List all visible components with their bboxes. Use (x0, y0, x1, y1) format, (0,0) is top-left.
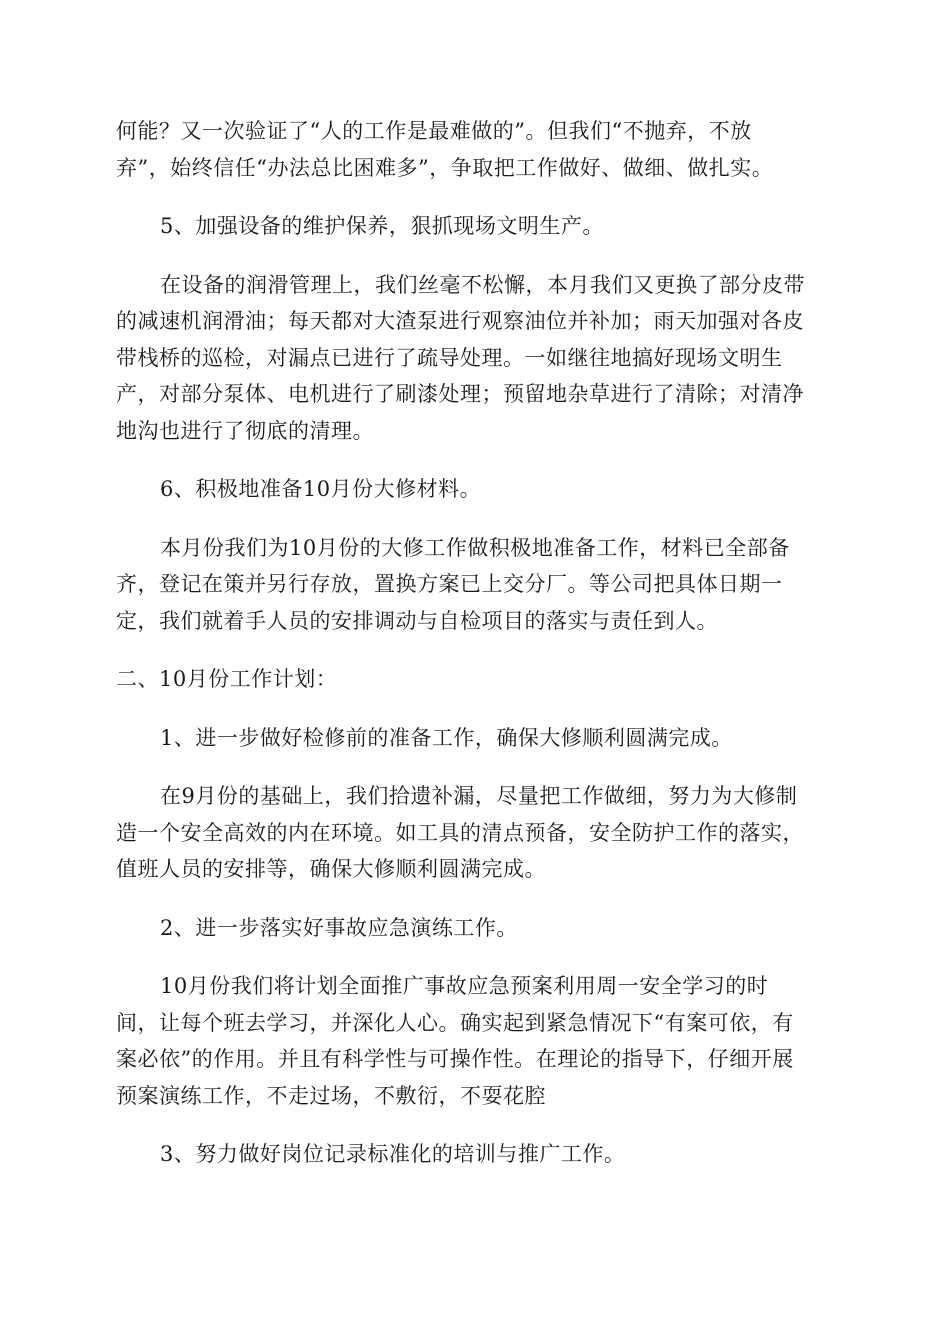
text-line: 值班人员的安排等，确保大修顺利圆满完成。 (116, 857, 546, 881)
section-heading-october-plan (116, 661, 836, 698)
text-line: 6、积极地准备10月份大修材料。 (160, 477, 482, 501)
item-heading-5 (116, 208, 836, 245)
text-line: 1、进一步做好检修前的准备工作，确保大修顺利圆满完成。 (160, 725, 733, 750)
text-line: 定，我们就着手人员的安排调动与自检项目的落实与责任到人。 (116, 608, 718, 633)
text-line: 产，对部分泵体、电机进行了刷漆处理；预留地杂草进行了清除；对清净 (116, 382, 804, 406)
paragraph-preparation (116, 778, 836, 888)
text-line: 造一个安全高效的内在环境。如工具的清点预备，安全防护工作的落实， (116, 820, 804, 845)
text-line: 的减速机润滑油；每天都对大渣泵进行观察油位并补加；雨天加强对各皮 (116, 309, 804, 333)
paragraph-overhaul-materials (116, 530, 836, 640)
text-line: 二、10月份工作计划： (116, 667, 338, 691)
text-line: 地沟也进行了彻底的清理。 (116, 418, 374, 443)
plan-heading-1 (116, 720, 836, 757)
text-line: 本月份我们为10月份的大修工作做积极地准备工作，材料已全部备 (160, 535, 790, 560)
text-line: 案必依”的作用。并且有科学性与可操作性。在理论的指导下，仔细开展 (116, 1047, 794, 1071)
paragraph-lubrication (116, 267, 836, 450)
text-line: 齐，登记在策并另行存放，置换方案已上交分厂。等公司把具体日期一 (116, 572, 783, 596)
paragraph-emergency-drill (116, 968, 836, 1114)
text-line: 预案演练工作，不走过场，不敷衍，不耍花腔 (116, 1083, 546, 1108)
plan-heading-2 (116, 910, 836, 947)
text-line: 弃”，始终信任“办法总比困难多”，争取把工作做好、做细、做扎实。 (116, 155, 774, 180)
text-line: 3、努力做好岗位记录标准化的培训与推广工作。 (160, 1142, 626, 1166)
item-heading-6 (116, 471, 836, 508)
paragraph-continuation (116, 113, 836, 186)
text-line: 在9月份的基础上，我们拾遗补漏，尽量把工作做细，努力为大修制 (160, 784, 798, 808)
plan-heading-3 (116, 1136, 836, 1173)
document-page (116, 113, 836, 1173)
text-line: 2、进一步落实好事故应急演练工作。 (160, 915, 518, 940)
text-line: 带栈桥的巡检，对漏点已进行了疏导处理。一如继往地搞好现场文明生 (116, 345, 783, 370)
text-line: 在设备的润滑管理上，我们丝毫不松懈，本月我们又更换了部分皮带 (160, 272, 805, 297)
text-line: 5、加强设备的维护保养，狠抓现场文明生产。 (160, 214, 604, 238)
text-line: 间，让每个班去学习，并深化人心。确实起到紧急情况下“有案可依，有 (116, 1010, 794, 1035)
text-line: 10月份我们将计划全面推广事故应急预案利用周一安全学习的时 (160, 974, 769, 998)
text-line: 何能？又一次验证了“人的工作是最难做的”。但我们“不抛弃，不放 (116, 119, 752, 143)
